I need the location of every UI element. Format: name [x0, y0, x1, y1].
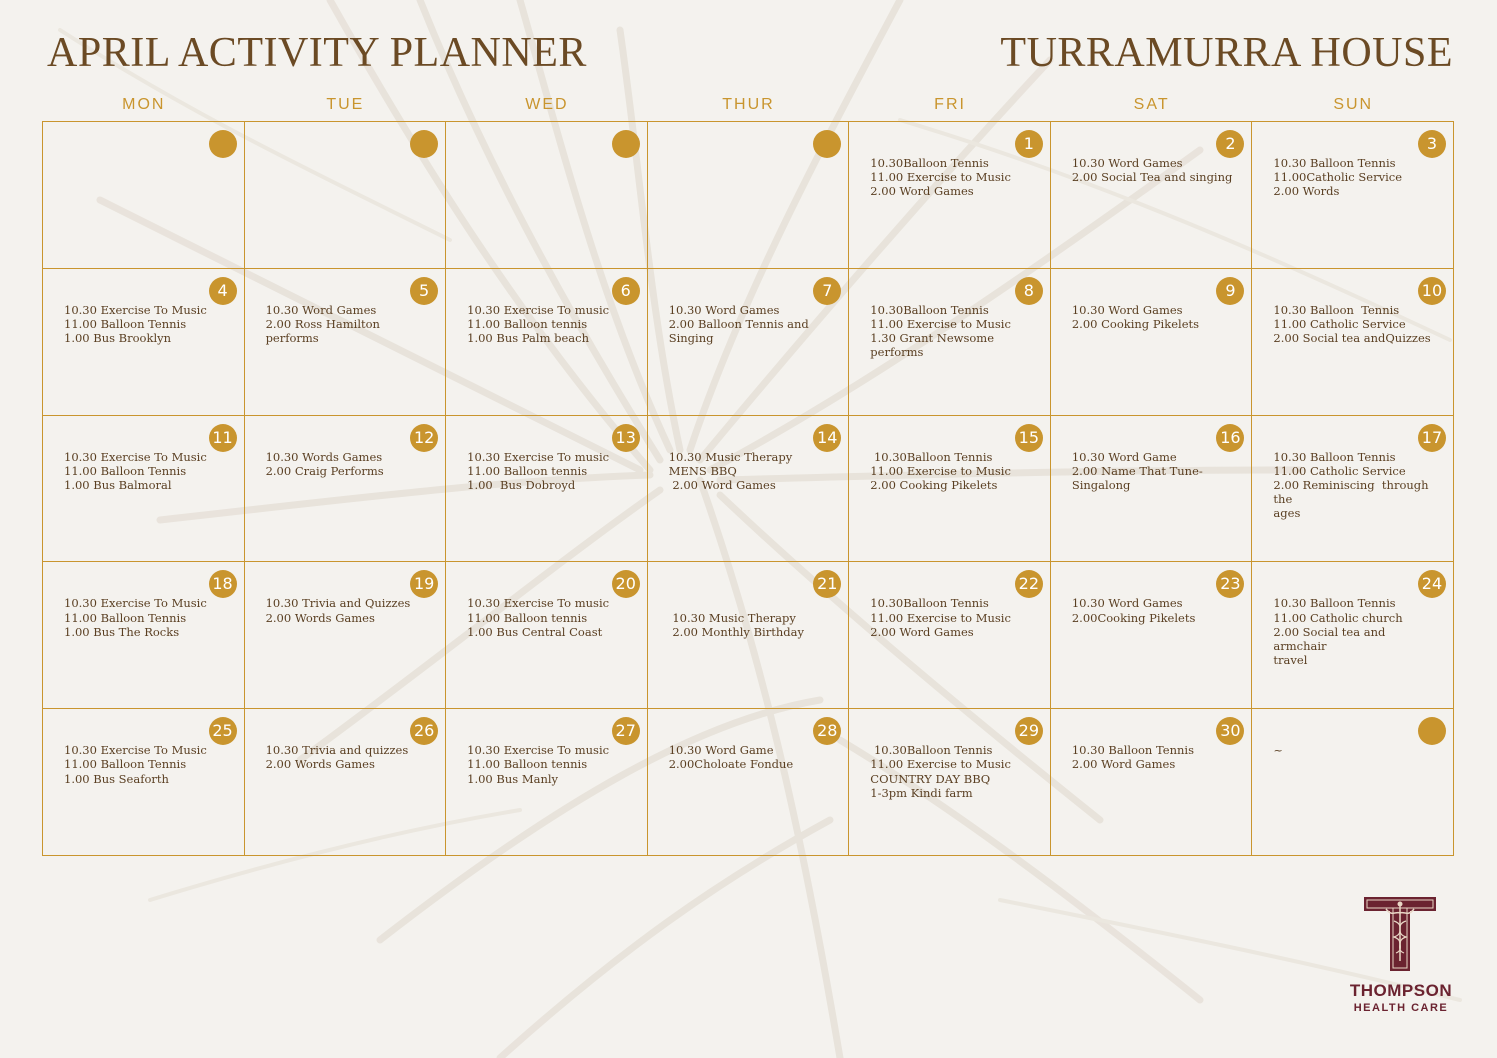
event-line: 11.00 Balloon Tennis — [64, 317, 187, 331]
date-badge: 10 — [1418, 277, 1446, 305]
date-badge: 9 — [1216, 277, 1244, 305]
event-line: 2.00 Word Games — [870, 184, 974, 199]
day-cell — [245, 709, 447, 856]
event-line: 1.00 Bus Central Coast — [467, 624, 603, 639]
day-cell — [43, 416, 245, 563]
date-badge: 13 — [612, 424, 640, 452]
event-list — [669, 303, 835, 346]
location-title: TURRAMURRA HOUSE — [1000, 30, 1453, 76]
event-line: 10.30Balloon Tennis — [870, 596, 989, 611]
event-line: travel — [1273, 653, 1308, 668]
event-list — [64, 743, 230, 786]
date-badge: 22 — [1015, 570, 1043, 598]
day-cell — [43, 709, 245, 856]
date-badge: 19 — [410, 570, 438, 598]
date-badge: 4 — [209, 277, 237, 305]
event-line: 10.30 Balloon Tennis — [1071, 743, 1194, 758]
event-list — [1072, 743, 1238, 771]
event-list — [870, 450, 1036, 493]
event-line: 1-3pm Kindi farm — [870, 785, 973, 800]
event-line: 2.00 Words — [1273, 184, 1340, 199]
date-badge: 6 — [612, 277, 640, 305]
event-list — [266, 743, 432, 771]
event-line: 10.30Balloon Tennis — [870, 449, 993, 464]
date-badge: 7 — [813, 277, 841, 305]
event-list — [870, 596, 1036, 639]
date-badge: 29 — [1015, 717, 1043, 745]
day-cell — [648, 269, 850, 416]
event-list — [1072, 156, 1238, 184]
event-list — [1273, 743, 1439, 757]
date-badge: 20 — [612, 570, 640, 598]
logo-name: THOMPSON — [1349, 981, 1453, 1000]
thompson-health-care-logo — [1340, 895, 1462, 1020]
event-line: 2.00 Craig Performs — [265, 463, 384, 478]
event-line: 11.00 Catholic Service — [1273, 317, 1406, 331]
event-line: 1.00 Bus The Rocks — [64, 624, 180, 639]
day-cell — [648, 122, 850, 269]
weekday-mon: MON — [122, 96, 166, 113]
event-list — [1072, 450, 1238, 493]
date-badge: 27 — [612, 717, 640, 745]
event-list — [1072, 596, 1238, 624]
date-badge: 18 — [209, 570, 237, 598]
event-list — [266, 303, 432, 346]
event-line: 11.00 Exercise to Music — [870, 463, 1011, 478]
weekday-wed: WED — [525, 96, 569, 113]
event-line: 11.00 Balloon tennis — [467, 317, 588, 331]
weekday-fri: FRI — [934, 96, 966, 113]
event-line: 2.00 Name That Tune- — [1071, 463, 1203, 478]
date-badge: 8 — [1015, 277, 1043, 305]
event-line: 1.00 Bus Manly — [467, 771, 559, 786]
day-cell — [849, 416, 1051, 563]
event-line: 11.00Catholic Service — [1273, 170, 1403, 185]
date-badge: 16 — [1216, 424, 1244, 452]
date-badge: 15 — [1015, 424, 1043, 452]
event-line: 10.30 Word Games — [265, 302, 377, 317]
event-line: 1.30 Grant Newsome performs — [870, 331, 998, 360]
event-line: 2.00 Word Games — [1071, 757, 1176, 772]
date-badge: 25 — [209, 717, 237, 745]
event-list — [1273, 596, 1439, 667]
event-line: 2.00 Balloon Tennis and — [668, 317, 809, 331]
event-line: 10.30 Music Therapy — [668, 449, 793, 464]
event-line: 11.00 Exercise to Music — [870, 610, 1011, 625]
event-line: 10.30 Exercise To Music — [64, 449, 207, 464]
event-line: 10.30 Balloon Tennis — [1273, 156, 1396, 170]
event-line: Singalong — [1071, 478, 1131, 492]
day-cell — [1252, 562, 1454, 709]
event-line: 11.00 Exercise to Music — [870, 757, 1011, 772]
weekday-header-row — [43, 94, 1454, 118]
weekday-sun: SUN — [1333, 96, 1374, 113]
event-line: 1.00 Bus Dobroyd — [467, 478, 576, 492]
date-badge — [209, 130, 237, 158]
event-line: 2.00 Word Games — [668, 478, 776, 492]
event-line: 2.00 Cooking Pikelets — [1071, 317, 1200, 331]
date-badge — [1418, 717, 1446, 745]
day-cell — [1252, 122, 1454, 269]
day-cell — [849, 269, 1051, 416]
event-line: 10.30 Words Games — [265, 449, 383, 464]
event-list — [467, 303, 633, 346]
event-line: 1.00 Bus Brooklyn — [64, 331, 172, 346]
event-line: 10.30 Word Games — [668, 302, 780, 317]
date-badge: 21 — [813, 570, 841, 598]
event-line: 10.30 Word Game — [668, 743, 774, 758]
event-line: 10.30 Exercise To music — [467, 743, 610, 758]
event-line: 2.00 Social Tea and singing — [1071, 170, 1233, 185]
event-line: 10.30 Word Game — [1071, 449, 1177, 464]
event-line: ~ — [1273, 743, 1284, 758]
day-cell — [1252, 416, 1454, 563]
event-list — [64, 450, 230, 493]
event-line: 2.00 Words Games — [265, 757, 375, 772]
day-cell — [446, 416, 648, 563]
event-line: 2.00 Reminiscing through the — [1273, 478, 1433, 507]
event-list — [870, 156, 1036, 199]
day-cell — [849, 562, 1051, 709]
day-cell — [245, 122, 447, 269]
event-line: 10.30 Trivia and Quizzes — [265, 596, 411, 611]
event-line: ages — [1273, 506, 1301, 521]
day-cell — [1051, 562, 1253, 709]
date-badge: 2 — [1216, 130, 1244, 158]
date-badge: 26 — [410, 717, 438, 745]
day-cell — [648, 416, 850, 563]
day-cell — [245, 269, 447, 416]
event-line: 2.00 Monthly Birthday — [668, 624, 804, 639]
day-cell — [245, 416, 447, 563]
day-cell — [849, 122, 1051, 269]
date-badge: 3 — [1418, 130, 1446, 158]
weekday-tue: TUE — [326, 96, 365, 113]
event-line: 2.00Choloate Fondue — [668, 757, 794, 772]
date-badge: 11 — [209, 424, 237, 452]
event-line: 10.30 Balloon Tennis — [1273, 596, 1396, 611]
day-cell — [43, 562, 245, 709]
day-cell — [245, 562, 447, 709]
event-list — [1072, 303, 1238, 331]
event-line: 10.30 Music Therapy — [668, 610, 796, 625]
event-list — [870, 743, 1036, 800]
event-line: 11.00 Catholic Service — [1273, 463, 1406, 478]
caduceus-t-logo-icon — [1364, 895, 1436, 973]
date-badge: 1 — [1015, 130, 1043, 158]
page-title: APRIL ACTIVITY PLANNER — [47, 30, 587, 76]
event-list — [266, 450, 432, 478]
event-line: MENS BBQ — [668, 463, 737, 478]
event-line: 10.30 Balloon Tennis — [1273, 449, 1396, 464]
logo-subtitle: HEALTH CARE — [1353, 1002, 1449, 1014]
event-line: 2.00 Ross Hamilton performs — [265, 317, 384, 346]
event-line: 1.00 Bus Palm beach — [467, 331, 590, 346]
event-line: 10.30 Word Games — [1071, 156, 1183, 170]
event-line: 2.00Cooking Pikelets — [1071, 610, 1196, 625]
date-badge — [813, 130, 841, 158]
day-cell — [648, 562, 850, 709]
event-line: 10.30 Word Games — [1071, 302, 1183, 317]
event-line: 10.30Balloon Tennis — [870, 156, 989, 170]
event-line: 10.30 Exercise To music — [467, 596, 610, 611]
day-cell — [43, 269, 245, 416]
date-badge — [612, 130, 640, 158]
day-cell — [849, 709, 1051, 856]
weekday-thur: THUR — [722, 96, 775, 113]
event-line: 1.00 Bus Balmoral — [64, 478, 172, 492]
day-cell — [1051, 122, 1253, 269]
event-line: 10.30 Exercise To music — [467, 449, 610, 464]
event-line: 1.00 Bus Seaforth — [64, 771, 169, 786]
event-line: 10.30Balloon Tennis — [870, 302, 989, 317]
event-list — [669, 743, 835, 771]
event-line: 10.30 Trivia and quizzes — [265, 743, 409, 758]
event-line: 11.00 Balloon Tennis — [64, 463, 187, 478]
event-line: 10.30 Exercise To Music — [64, 743, 207, 758]
day-cell — [648, 709, 850, 856]
day-cell — [446, 562, 648, 709]
event-line: 11.00 Exercise to Music — [870, 170, 1011, 185]
date-badge: 30 — [1216, 717, 1244, 745]
day-cell — [446, 122, 648, 269]
event-line: 11.00 Balloon Tennis — [64, 757, 187, 772]
event-line: 10.30 Balloon Tennis — [1273, 302, 1400, 317]
day-cell — [446, 269, 648, 416]
event-list — [1273, 450, 1439, 521]
event-list — [467, 596, 633, 639]
day-cell — [446, 709, 648, 856]
date-badge: 24 — [1418, 570, 1446, 598]
event-line: COUNTRY DAY BBQ — [870, 771, 991, 786]
day-cell — [1252, 269, 1454, 416]
event-list — [870, 303, 1036, 360]
day-cell — [43, 122, 245, 269]
day-cell — [1051, 709, 1253, 856]
event-line: 2.00 Words Games — [265, 610, 375, 625]
event-line: 10.30 Word Games — [1071, 596, 1183, 611]
date-badge — [410, 130, 438, 158]
event-line — [669, 596, 835, 610]
date-badge: 28 — [813, 717, 841, 745]
date-badge: 23 — [1216, 570, 1244, 598]
event-list — [467, 450, 633, 493]
event-line: 2.00 Social tea and armchair — [1273, 624, 1390, 653]
event-line: 10.30 Exercise To Music — [64, 302, 207, 317]
date-badge: 12 — [410, 424, 438, 452]
event-list — [266, 596, 432, 624]
date-badge: 17 — [1418, 424, 1446, 452]
day-cell — [1252, 709, 1454, 856]
event-list — [669, 596, 835, 639]
weekday-sat: SAT — [1133, 96, 1170, 113]
event-line: Singing — [668, 331, 714, 346]
date-badge: 14 — [813, 424, 841, 452]
event-line: 11.00 Catholic church — [1273, 610, 1403, 625]
event-line: 2.00 Social tea andQuizzes — [1273, 331, 1431, 346]
calendar-grid — [42, 121, 1454, 856]
event-list — [1273, 303, 1439, 346]
day-cell — [1051, 269, 1253, 416]
event-list — [467, 743, 633, 786]
event-line: 2.00 Cooking Pikelets — [870, 478, 998, 492]
day-cell — [1051, 416, 1253, 563]
event-line: 10.30 Exercise To Music — [64, 596, 207, 611]
event-line: 11.00 Balloon tennis — [467, 463, 588, 478]
event-line: 11.00 Exercise to Music — [870, 317, 1011, 331]
event-line: 11.00 Balloon Tennis — [64, 610, 187, 625]
event-line: 11.00 Balloon tennis — [467, 610, 588, 625]
event-list — [64, 596, 230, 639]
event-list — [64, 303, 230, 346]
event-line: 10.30Balloon Tennis — [870, 743, 993, 758]
event-line: 11.00 Balloon tennis — [467, 757, 588, 772]
event-list — [1273, 156, 1439, 199]
event-line: 10.30 Exercise To music — [467, 302, 610, 317]
date-badge: 5 — [410, 277, 438, 305]
event-line: 2.00 Word Games — [870, 624, 974, 639]
event-list — [669, 450, 835, 493]
